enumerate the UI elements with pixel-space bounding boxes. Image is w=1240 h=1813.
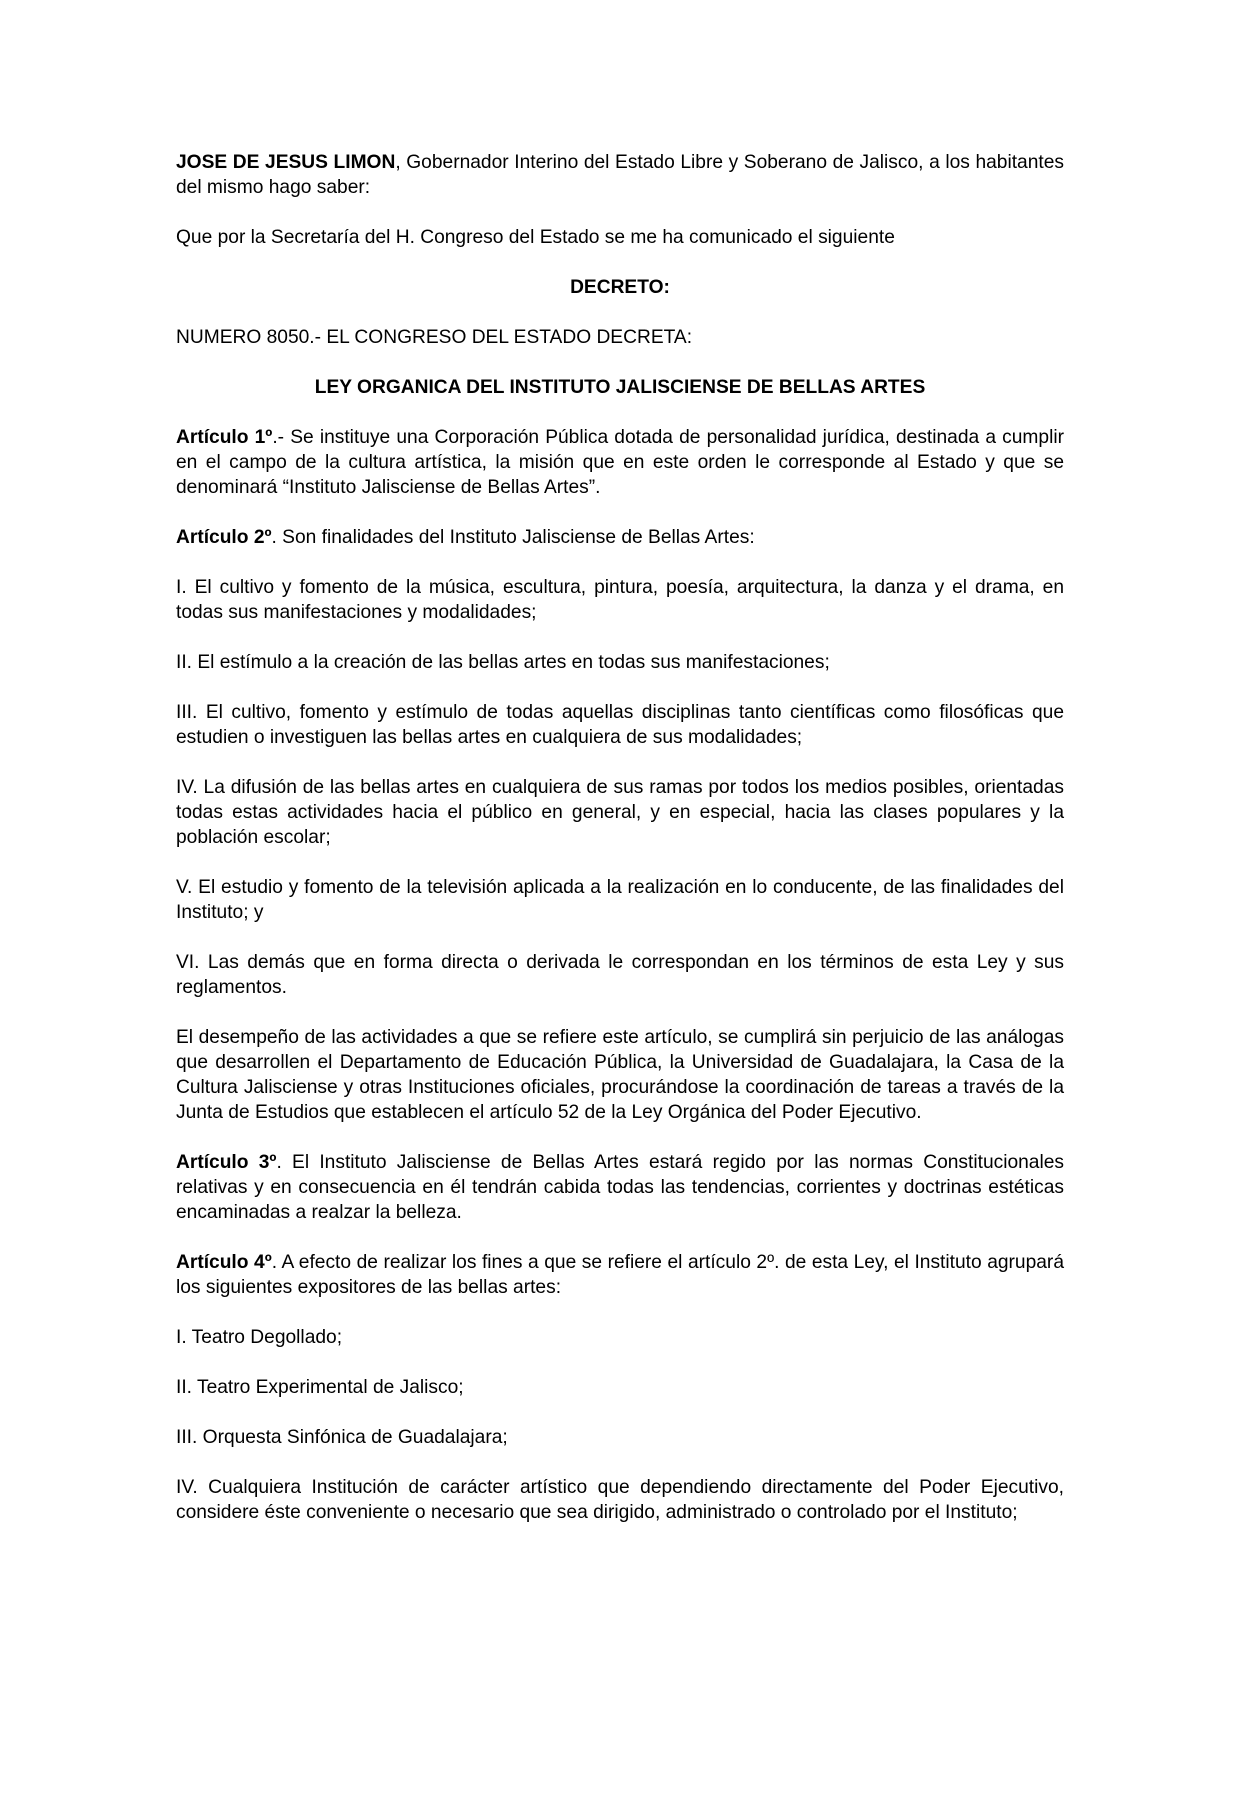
article-4-label: Artículo 4º bbox=[176, 1252, 272, 1273]
document-body bbox=[176, 150, 1064, 1550]
article-2-item: II. El estímulo a la creación de las bellas artes en todas sus manifestaciones; bbox=[176, 652, 830, 673]
article-2-item: VI. Las demás que en forma directa o derivada le correspondan en los términos de esta Ley y sus reglamentos. bbox=[176, 952, 1064, 998]
article-2-closing: El desempeño de las actividades a que se refiere este artículo, se cumplirá sin perjuicio de las análogas que desarrollen el Departamento de Educación Pública, la Universidad de Guadalajara, la Casa de la Cultura Jalisciense y otras Instituciones oficiales, procurándose la coordinación de tareas a través de la Junta de Estudios que establecen el artículo 52 de la Ley Orgánica del Poder Ejecutivo. bbox=[176, 1027, 1064, 1123]
article-4-item: I. Teatro Degollado; bbox=[176, 1327, 343, 1348]
governor-name: JOSE DE JESUS LIMON bbox=[176, 152, 396, 173]
law-title: LEY ORGANICA DEL INSTITUTO JALISCIENSE DE BELLAS ARTES bbox=[314, 377, 926, 398]
article-4-item: IV. Cualquiera Institución de carácter artístico que dependiendo directamente del Poder Ejecutivo, considere éste conveniente o necesario que sea dirigido, administrado o controlado por el Instituto; bbox=[176, 1477, 1064, 1523]
article-2-label: Artículo 2º bbox=[176, 527, 272, 548]
article-4 bbox=[176, 1250, 1064, 1300]
article-1-label: Artículo 1º bbox=[176, 427, 273, 448]
article-2-text: . Son finalidades del Instituto Jalisciense de Bellas Artes: bbox=[271, 527, 755, 548]
article-2-item: V. El estudio y fomento de la televisión aplicada a la realización en lo conducente, de las finalidades del Instituto; y bbox=[176, 877, 1064, 923]
article-2-item: IV. La difusión de las bellas artes en cualquiera de sus ramas por todos los medios posibles, orientadas todas estas actividades hacia el público en general, y en especial, hacia las clases populares y la población escolar; bbox=[176, 777, 1064, 848]
article-4-text: . A efecto de realizar los fines a que se refiere el artículo 2º. de esta Ley, el Instituto agrupará los siguientes expositores de las bellas artes: bbox=[176, 1252, 1064, 1298]
article-1 bbox=[176, 425, 1064, 500]
article-4-item: III. Orquesta Sinfónica de Guadalajara; bbox=[176, 1427, 508, 1448]
decree-number: NUMERO 8050.- EL CONGRESO DEL ESTADO DECRETA: bbox=[176, 327, 693, 348]
article-1-text: .- Se instituye una Corporación Pública dotada de personalidad jurídica, destinada a cumplir en el campo de la cultura artística, la misión que en este orden le corresponde al Estado y que se denominará “Instituto Jalisciense de Bellas Artes”. bbox=[176, 427, 1065, 498]
article-4-item: II. Teatro Experimental de Jalisco; bbox=[176, 1377, 464, 1398]
intro-text: , Gobernador Interino del Estado Libre y Soberano de Jalisco, a los habitantes del mismo hago saber: bbox=[176, 152, 1064, 198]
article-2 bbox=[176, 525, 1064, 550]
article-3-text: . El Instituto Jalisciense de Bellas Artes estará regido por las normas Constitucionales relativas y en consecuencia en él tendrán cabida todas las tendencias, corrientes y doctrinas estéticas encaminadas a realzar la belleza. bbox=[176, 1152, 1065, 1223]
article-3 bbox=[176, 1150, 1064, 1225]
notice-paragraph: Que por la Secretaría del H. Congreso del Estado se me ha comunicado el siguiente bbox=[176, 227, 895, 248]
article-2-item: I. El cultivo y fomento de la música, escultura, pintura, poesía, arquitectura, la danza y el drama, en todas sus manifestaciones y modalidades; bbox=[176, 577, 1064, 623]
decree-heading: DECRETO: bbox=[570, 277, 670, 298]
article-2-item: III. El cultivo, fomento y estímulo de todas aquellas disciplinas tanto científicas como filosóficas que estudien o investiguen las bellas artes en cualquiera de sus modalidades; bbox=[176, 702, 1064, 748]
intro-paragraph bbox=[176, 150, 1064, 200]
article-3-label: Artículo 3º bbox=[176, 1152, 277, 1173]
